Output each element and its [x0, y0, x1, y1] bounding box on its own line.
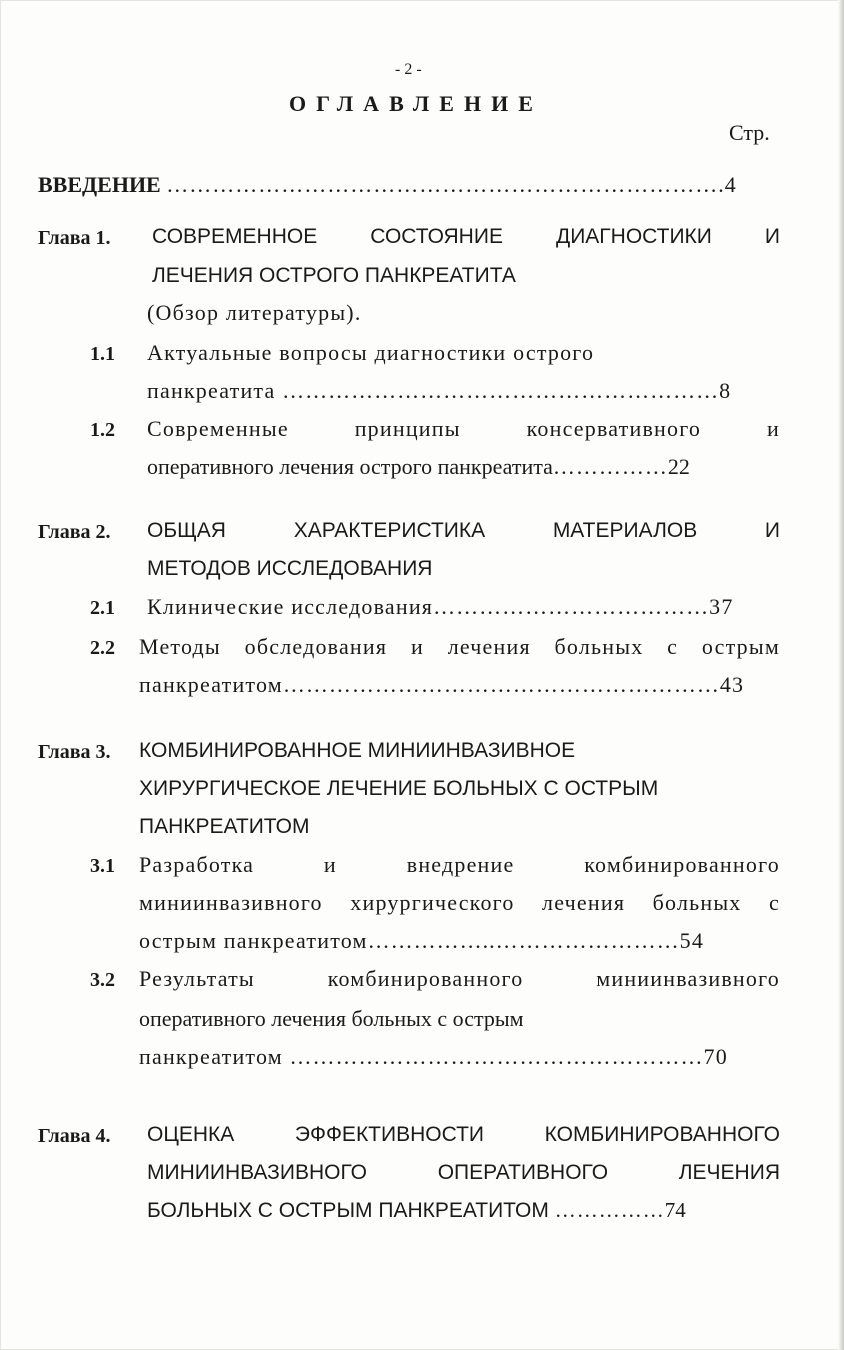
toc-entry-intro [38, 174, 736, 196]
chapter-title-4-line2 [147, 1162, 780, 1183]
title-word: Разработка [139, 852, 255, 877]
toc-entry-page: 74 [664, 1198, 686, 1222]
title-word: ХАРАКТЕРИСТИКА [293, 519, 486, 542]
toc-entry-page: 43 [719, 672, 745, 697]
title-word: ЛЕЧЕНИЯ [678, 1161, 780, 1184]
title-word: ОЦЕНКА [147, 1123, 235, 1146]
section-title-1-1-line1: Актуальные вопросы диагностики острого [147, 340, 595, 365]
page-column-label: Стр. [729, 120, 770, 145]
toc-dot-leader: …………… [552, 454, 668, 479]
section-title-3-1-line1 [139, 854, 780, 876]
section-number-2-1: 2.1 [90, 597, 115, 619]
page-number: - 2 - [395, 61, 422, 78]
section-title-3-1-line3 [139, 930, 704, 952]
section-number-2-2: 2.2 [90, 637, 115, 659]
chapter-label-1: Глава 1. [38, 227, 111, 249]
title-word: лечения [542, 890, 626, 915]
title-word: миниинвазивного [596, 966, 780, 991]
title-word: с [769, 890, 780, 915]
section-title-text: панкреатита [147, 378, 276, 403]
section-number-3-2: 3.2 [90, 969, 115, 991]
toc-entry-label: ВВЕДЕНИЕ [38, 172, 161, 197]
title-word: ОПЕРАТИВНОГО [437, 1161, 609, 1184]
section-number-1-1: 1.1 [90, 343, 115, 365]
title-word: МИНИИНВАЗИВНОГО [147, 1161, 367, 1184]
title-word: ЭФФЕКТИВНОСТИ [294, 1123, 484, 1146]
section-title-3-1-line2 [139, 892, 780, 914]
chapter-title-2-line2: МЕТОДОВ ИССЛЕДОВАНИЯ [147, 557, 433, 580]
section-title-2-2-line1 [139, 636, 780, 658]
section-title-text: острым панкреатитом [139, 928, 368, 953]
section-title-text: оперативного лечения острого панкреатита [147, 454, 553, 479]
section-title-3-2-line1 [139, 968, 780, 990]
chapter-title-text: БОЛЬНЫХ С ОСТРЫМ ПАНКРЕАТИТОМ [147, 1199, 549, 1222]
title-word: и [323, 852, 337, 877]
toc-dot-leader: ……………………………… [433, 594, 710, 619]
toc-entry-page: 4 [724, 172, 736, 197]
section-title-2-1 [147, 596, 734, 618]
toc-entry-page: 54 [679, 928, 705, 953]
section-title-text: панкреатитом [139, 1044, 283, 1069]
toc-dot-leader: ……………………………………………… [289, 1044, 704, 1069]
section-title-text: Клинические исследования [147, 594, 434, 619]
section-title-text: панкреатитом [139, 672, 283, 697]
title-word: обследования [244, 634, 388, 659]
section-title-3-2-line3 [139, 1046, 728, 1068]
title-word: Современные [147, 416, 289, 441]
chapter-title-4-line3 [147, 1200, 686, 1221]
section-title-1-1-line2 [147, 380, 731, 402]
section-number-1-2: 1.2 [90, 419, 115, 441]
title-word: принципы [354, 416, 461, 441]
title-word: ДИАГНОСТИКИ [555, 225, 712, 248]
page-title: ОГЛАВЛЕНИЕ [289, 91, 543, 116]
title-word: и [410, 634, 424, 659]
title-word: комбинированного [327, 966, 524, 991]
title-word: комбинированного [584, 852, 780, 877]
toc-dot-leader: ………………………………………………………………. [166, 172, 725, 197]
chapter-title-3-line1: КОМБИНИРОВАННОЕ МИНИИНВАЗИВНОЕ [139, 739, 576, 762]
section-title-1-2-line1 [147, 418, 780, 440]
title-word: И [764, 225, 780, 248]
title-word: СОВРЕМЕННОЕ [152, 225, 318, 248]
chapter-label-2: Глава 2. [38, 521, 111, 543]
title-word: и [766, 416, 780, 441]
title-word: с [667, 634, 679, 659]
title-word: КОМБИНИРОВАННОГО [544, 1123, 780, 1146]
toc-entry-page: 37 [709, 594, 734, 619]
toc-entry-page: 8 [719, 378, 732, 403]
chapter-title-1-line2: ЛЕЧЕНИЯ ОСТРОГО ПАНКРЕАТИТА [152, 264, 516, 287]
toc-entry-page: 22 [667, 454, 690, 479]
section-number-3-1: 3.1 [90, 855, 115, 877]
title-word: острым [701, 634, 780, 659]
toc-dot-leader: ………………………………………………… [282, 378, 720, 403]
chapter-title-4-line1 [147, 1124, 780, 1145]
title-word: И [764, 519, 780, 542]
title-word: хирургического [350, 890, 515, 915]
toc-entry-page: 70 [703, 1044, 728, 1069]
title-word: больных [554, 634, 644, 659]
section-title-3-2-line2: оперативного лечения больных с острым [139, 1006, 524, 1031]
page-edge-shadow [838, 0, 844, 1350]
section-title-1-2-line2 [147, 456, 690, 478]
title-word: Методы [139, 634, 221, 659]
title-word: консервативного [526, 416, 702, 441]
toc-dot-leader: …………… [554, 1198, 665, 1222]
chapter-subtitle-1: (Обзор литературы). [147, 300, 362, 325]
title-word: внедрение [406, 852, 515, 877]
toc-dot-leader: ………………………………………………… [282, 672, 720, 697]
section-title-2-2-line2 [139, 674, 744, 696]
chapter-label-3: Глава 3. [38, 741, 111, 763]
title-word: МАТЕРИАЛОВ [552, 519, 698, 542]
title-word: миниинвазивного [139, 890, 323, 915]
chapter-title-1-line1 [152, 226, 780, 247]
title-word: ОБЩАЯ [147, 519, 226, 542]
title-word: лечения [447, 634, 531, 659]
title-word: СОСТОЯНИЕ [370, 225, 503, 248]
toc-dot-leader: ……………..…………………… [367, 928, 680, 953]
chapter-title-3-line3: ПАНКРЕАТИТОМ [139, 815, 310, 838]
chapter-title-3-line2: ХИРУРГИЧЕСКОЕ ЛЕЧЕНИЕ БОЛЬНЫХ С ОСТРЫМ [139, 777, 659, 800]
chapter-label-4: Глава 4. [38, 1125, 111, 1147]
title-word: Результаты [139, 966, 255, 991]
title-word: больных [652, 890, 742, 915]
chapter-title-2-line1 [147, 520, 780, 541]
